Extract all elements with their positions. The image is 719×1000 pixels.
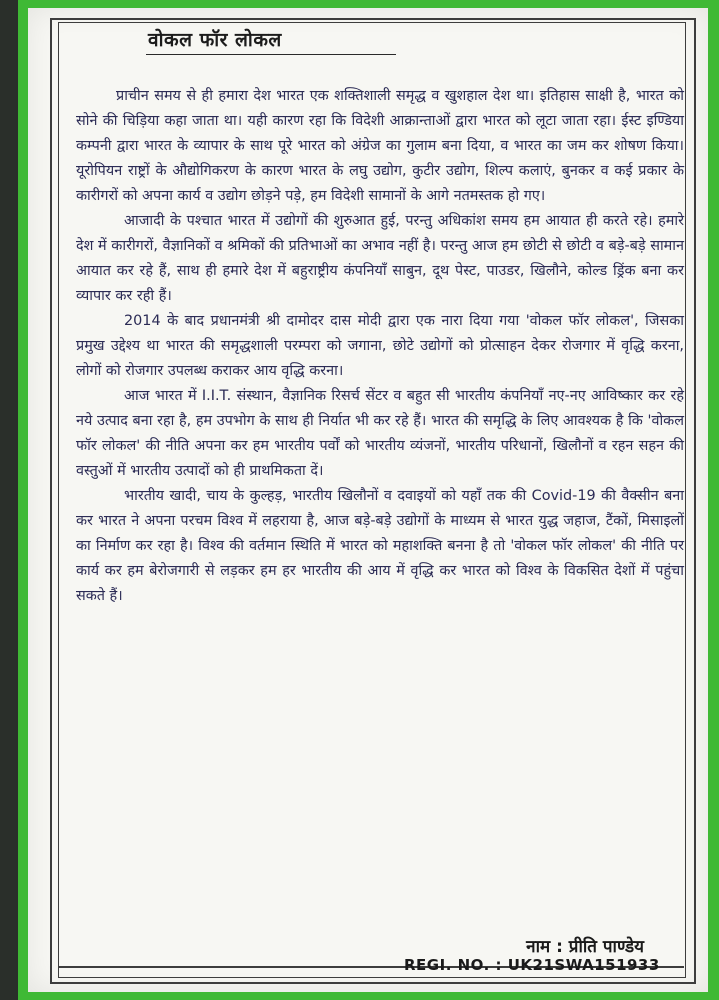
paragraph-5: भारतीय खादी, चाय के कुल्हड़, भारतीय खिलौनों व दवाइयों को यहाँ तक की Covid-19 की वैक्सीन बना कर भारत ने अपना परचम विश्व में लहराया है, आज बड़े-बड़े उद्योगों के माध्यम से भारत युद्ध जहाज, टैंकों, मिसाइलों का निर्माण कर रहा है। विश्व की वर्तमान स्थिति में भारत को महाशक्ति बनना है तो 'वोकल फॉर लोकल' की नीति पर कार्य कर हम बेरोजगारी से लड़कर हम हर भारतीय की आय में वृद्धि कर भारत को विश्व के विकसित देशों में पहुंचा सकते हैं। (76, 488, 684, 604)
essay-body (76, 84, 684, 609)
paragraph-1: प्राचीन समय से ही हमारा देश भारत एक शक्तिशाली समृद्ध व खुशहाल देश था। इतिहास साक्षी है, भारत को सोने की चिड़िया कहा जाता था। यही कारण रहा कि विदेशी आक्रान्ताओं द्वारा भारत को लूटा जाता रहा। ईस्ट इण्डिया कम्पनी द्वारा भारत के व्यापार के साथ पूरे भारत को अंग्रेज का गुलाम बना दिया, व भारत का जम कर शोषण किया। यूरोपियन राष्ट्रों के औद्योगिकरण के कारण भारत के लघु उद्योग, कुटीर उद्योग, शिल्प कलाएं, बुनकर व कई प्रकार के कारीगरों को अपना कार्य व उद्योग छोड़ने पड़े, हम विदेशी सामानों के आगे नतमस्तक हो गए। (76, 88, 684, 204)
paper-sheet (28, 8, 708, 992)
paragraph-3: 2014 के बाद प्रधानमंत्री श्री दामोदर दास मोदी द्वारा एक नारा दिया गया 'वोकल फॉर लोकल', जिसका प्रमुख उद्देश्य था भारत की समृद्धशाली परम्परा को जगाना, छोटे उद्योगों को प्रोत्साहन देकर रोजगार में वृद्धि करना, लोगों को रोजगार उपलब्ध कराकर आय वृद्धि करना। (76, 313, 684, 379)
paragraph-4: आज भारत में I.I.T. संस्थान, वैज्ञानिक रिसर्च सेंटर व बहुत सी भारतीय कंपनियाँ नए-नए आविष्कार कर रहे नये उत्पाद बना रहा है, हम उपभोग के साथ ही निर्यात भी कर रहे हैं। भारत की समृद्धि के लिए आवश्यक है कि 'वोकल फॉर लोकल' की नीति अपना कर हम भारतीय पर्वों को भारतीय व्यंजनों, भारतीय परिधानों, खिलौनों व रहन सहन की वस्तुओं में भारतीय उत्पादों को ही प्राथमिकता दें। (76, 388, 684, 479)
essay-title: वोकल फॉर लोकल (148, 29, 282, 51)
registration-number: REGI. NO. : UK21SWA151933 (404, 956, 660, 974)
author-name: नाम : प्रीति पाण्डेय (526, 937, 644, 957)
title-underline (146, 54, 396, 55)
background-strip (0, 0, 18, 1000)
paragraph-2: आजादी के पश्चात भारत में उद्योगों की शुरुआत हुई, परन्तु अधिकांश समय हम आयात ही करते रहे। हमारे देश में कारीगरों, वैज्ञानिकों व श्रमिकों की प्रतिभाओं का अभाव नहीं है। परन्तु आज हम छोटी से छोटी व बड़े-बड़े सामान आयात कर रहे हैं, साथ ही हमारे देश में बहुराष्ट्रीय कंपनियाँ साबुन, दूथ पेस्ट, पाउडर, खिलौने, कोल्ड ड्रिंक बना कर व्यापार कर रही हैं। (76, 213, 684, 304)
